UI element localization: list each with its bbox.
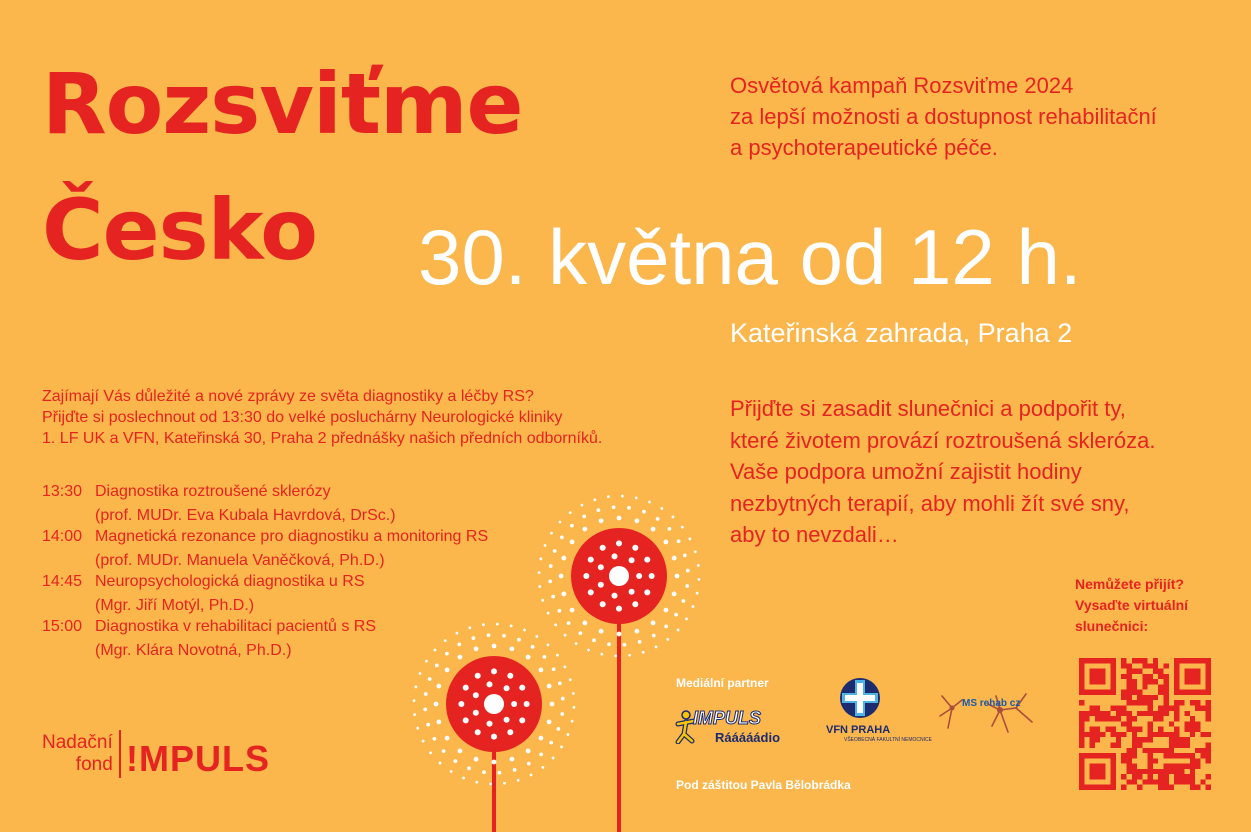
intro-line: 1. LF UK a VFN, Kateřinská 30, Praha 2 přednášky našich předních odborníků.	[42, 430, 603, 447]
program-topic: Neuropsychologická diagnostika u RS	[95, 573, 365, 590]
virtual-line: slunečnici:	[1075, 618, 1149, 634]
title-line-2: Česko	[42, 181, 317, 279]
fund-line: Nadační	[42, 732, 113, 753]
neuron-icon	[936, 686, 1040, 740]
campaign-line: za lepší možnosti a dostupnost rehabilitační	[730, 104, 1157, 129]
campaign-description	[730, 70, 1230, 163]
event-venue: Kateřinská zahrada, Praha 2	[730, 318, 1073, 348]
event-date: 30. května od 12 h.	[418, 213, 1082, 301]
pitch-line: které životem provází roztroušená skleróza.	[730, 427, 1156, 453]
pitch-line: Přijďte si zasadit slunečnici a podpořit ty,	[730, 396, 1126, 421]
medical-cross-icon	[838, 676, 882, 720]
pitch-text	[730, 393, 1230, 551]
virtual-sunflower-cta	[1075, 574, 1245, 637]
intro-line: Zajímají Vás důležité a nové zprávy ze světa diagnostiky a léčby RS?	[42, 388, 534, 405]
program-time: 15:00	[42, 618, 83, 635]
msrehab-logo	[936, 686, 1040, 740]
program-topic: Magnetická rezonance pro diagnostiku a monitoring RS	[95, 528, 489, 545]
virtual-line: Vysaďte virtuální	[1075, 597, 1189, 613]
program-speaker: (Mgr. Jiří Motýl, Ph.D.)	[95, 597, 255, 614]
pitch-line: nezbytných terapií, aby mohli žít své sny,	[730, 490, 1130, 516]
sunflower-illustration	[390, 478, 710, 832]
program-topic: Diagnostika v rehabilitaci pacientů s RS	[95, 618, 377, 635]
program-time: 14:45	[42, 573, 83, 590]
impuls-radio-logo	[675, 706, 785, 748]
vfn-praha-logo	[822, 676, 932, 744]
intro-line: Přijďte si poslechnout od 13:30 do velké posluchárny Neurologické kliniky	[42, 409, 563, 426]
fund-line: fond	[75, 754, 113, 775]
program-time: 13:30	[42, 483, 83, 500]
campaign-line: Osvětová kampaň Rozsviťme 2024	[730, 73, 1074, 98]
foundation-name	[42, 732, 113, 776]
media-partner-label: Mediální partner	[676, 676, 769, 690]
radio-wordmark: Rááááádio	[715, 730, 781, 745]
program-time: 14:00	[42, 528, 83, 545]
title-line-1: Rozsviťme	[42, 55, 523, 153]
lecture-intro	[42, 386, 682, 449]
program-topic: Diagnostika roztroušené sklerózy	[95, 483, 331, 500]
impuls-fund-logo: !MPULS	[126, 738, 270, 779]
qr-code[interactable]	[1079, 658, 1211, 790]
pitch-line: Vaše podpora umožní zajistit hodiny	[730, 459, 1082, 484]
vfn-name: VFN PRAHA	[826, 724, 891, 736]
impuls-wordmark: IMPULS	[693, 708, 762, 728]
program-speaker: (prof. MUDr. Eva Kubala Havrdová, DrSc.)	[95, 507, 396, 524]
pitch-line: aby to nevzdali…	[730, 522, 899, 547]
msrehab-text: MS rehab cz	[962, 698, 1021, 709]
virtual-line: Nemůžete přijít?	[1075, 576, 1184, 592]
fund-divider	[119, 730, 121, 778]
campaign-line: a psychoterapeutické péče.	[730, 135, 998, 160]
program-speaker: (prof. MUDr. Manuela Vaněčková, Ph.D.)	[95, 552, 385, 569]
program-speaker: (Mgr. Klára Novotná, Ph.D.)	[95, 642, 292, 659]
vfn-subtitle: VŠEOBECNÁ FAKULTNÍ NEMOCNICE	[844, 737, 932, 743]
patronage: Pod záštitou Pavla Bělobrádka	[676, 778, 851, 792]
